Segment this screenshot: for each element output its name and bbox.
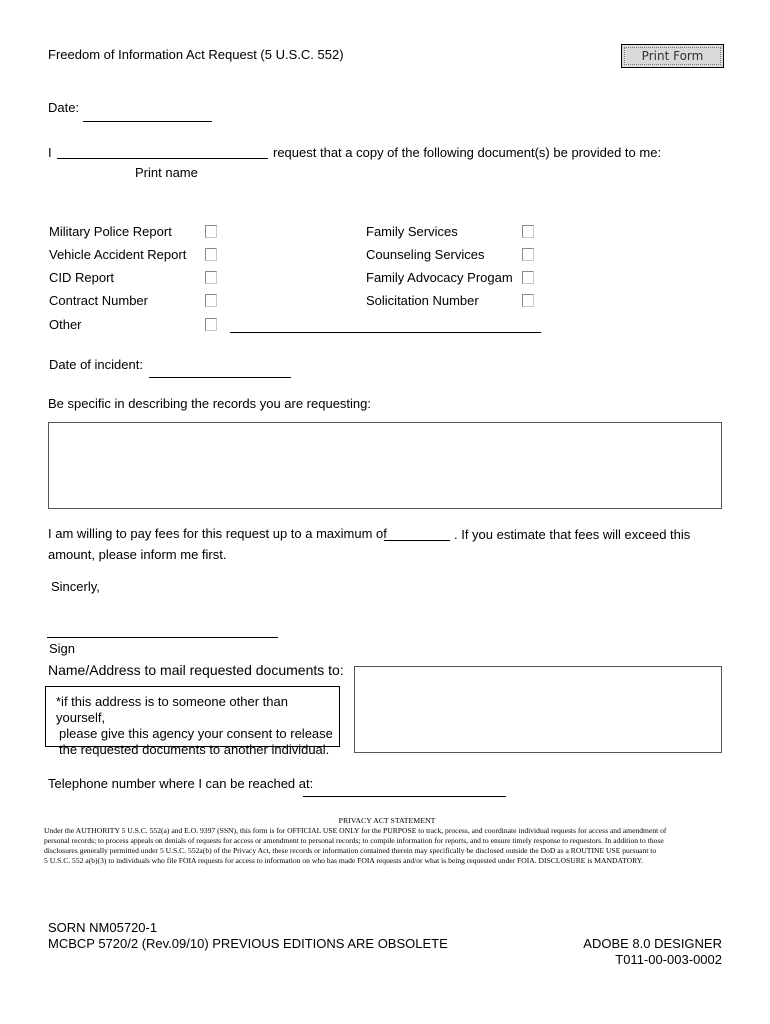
doc-label-contract-number: Contract Number bbox=[49, 293, 148, 308]
doc-label-solicitation-number: Solicitation Number bbox=[366, 293, 479, 308]
checkbox-military-police-report[interactable] bbox=[205, 225, 217, 238]
privacy-act-line: 5 U.S.C. 552 a(b)(3) to individuals who file FOIA requests for access to information on who has made FOIA requests and/or what is being requested under FOIA. DISCLOSURE is MANDATORY. bbox=[44, 856, 644, 865]
print-name-field[interactable] bbox=[57, 158, 268, 159]
form-code: T011-00-003-0002 bbox=[615, 952, 722, 967]
print-form-button-label: Print Form bbox=[624, 47, 721, 65]
checkbox-vehicle-accident-report[interactable] bbox=[205, 248, 217, 261]
form-title: Freedom of Information Act Request (5 U.S.C. 552) bbox=[48, 47, 344, 62]
doc-label-cid-report: CID Report bbox=[49, 270, 115, 285]
privacy-act-line: personal records; to process appeals on denials of requests for access or amendment to personal records; to compile information for reports, and to ensure timely response to requestors. In addition to those bbox=[44, 836, 664, 845]
request-statement: request that a copy of the following document(s) be provided to me: bbox=[273, 145, 662, 160]
doc-label-counseling-services: Counseling Services bbox=[366, 247, 485, 262]
doc-label-family-services: Family Services bbox=[366, 224, 458, 239]
consent-note-line: *if this address is to someone other than yourself, bbox=[56, 694, 288, 725]
incident-date-label: Date of incident: bbox=[49, 357, 143, 372]
mailing-address-label: Name/Address to mail requested documents to: bbox=[48, 662, 344, 678]
mailing-address-textarea[interactable] bbox=[354, 666, 722, 753]
designer-note: ADOBE 8.0 DESIGNER bbox=[583, 936, 722, 951]
signature-line[interactable] bbox=[47, 637, 278, 638]
checkbox-solicitation-number[interactable] bbox=[522, 294, 534, 307]
sorn-number: SORN NM05720-1 bbox=[48, 920, 158, 935]
fees-statement-continued: . If you estimate that fees will exceed this bbox=[454, 527, 691, 542]
privacy-act-title: PRIVACY ACT STATEMENT bbox=[338, 816, 436, 825]
consent-note-line: please give this agency your consent to release bbox=[59, 726, 333, 741]
doc-label-vehicle-accident-report: Vehicle Accident Report bbox=[49, 247, 187, 262]
print-form-button[interactable] bbox=[621, 44, 724, 68]
form-identifier: MCBCP 5720/2 (Rev.09/10) PREVIOUS EDITIONS ARE OBSOLETE bbox=[48, 936, 448, 951]
checkbox-family-advocacy-program[interactable] bbox=[522, 271, 534, 284]
checkbox-family-services[interactable] bbox=[522, 225, 534, 238]
checkbox-counseling-services[interactable] bbox=[522, 248, 534, 261]
third-party-consent-note bbox=[45, 686, 340, 757]
privacy-act-line: Under the AUTHORITY 5 U.S.C. 552(a) and E.O. 9397 (SSN), this form is for OFFICIAL USE ONLY for the PURPOSE to track, process, and coordinate individual requests for access and amendment of bbox=[44, 826, 667, 835]
closing-salutation: Sincerly, bbox=[51, 579, 100, 594]
checkbox-cid-report[interactable] bbox=[205, 271, 217, 284]
date-label: Date: bbox=[48, 100, 80, 115]
telephone-field[interactable] bbox=[303, 796, 506, 797]
signature-label: Sign bbox=[49, 641, 76, 656]
date-field[interactable] bbox=[83, 121, 212, 122]
records-description-textarea[interactable] bbox=[48, 422, 722, 509]
print-name-caption: Print name bbox=[135, 165, 198, 180]
incident-date-field[interactable] bbox=[149, 377, 291, 378]
records-description-label: Be specific in describing the records you are requesting: bbox=[48, 396, 372, 411]
privacy-act-statement bbox=[44, 816, 730, 866]
doc-label-military-police-report: Military Police Report bbox=[49, 224, 172, 239]
privacy-act-line: disclosures generally permitted under 5 U.S.C. 552a(b) of the Privacy Act, these records or information contained therein may specifically be disclosed outside the DoD as a ROUTINE USE pursuant to bbox=[44, 846, 657, 855]
doc-label-other: Other bbox=[49, 317, 82, 332]
max-fee-field[interactable] bbox=[384, 540, 450, 541]
checkbox-contract-number[interactable] bbox=[205, 294, 217, 307]
telephone-label: Telephone number where I can be reached at: bbox=[48, 776, 314, 791]
doc-label-family-advocacy-program: Family Advocacy Progam bbox=[366, 270, 513, 285]
requester-prefix: I bbox=[48, 145, 52, 160]
checkbox-other[interactable] bbox=[205, 318, 217, 331]
other-description-field[interactable] bbox=[230, 332, 541, 333]
consent-note-line: the requested documents to another individual. bbox=[59, 742, 330, 757]
fees-statement: I am willing to pay fees for this request up to a maximum of bbox=[48, 526, 387, 541]
fees-statement-line2: amount, please inform me first. bbox=[48, 547, 227, 562]
